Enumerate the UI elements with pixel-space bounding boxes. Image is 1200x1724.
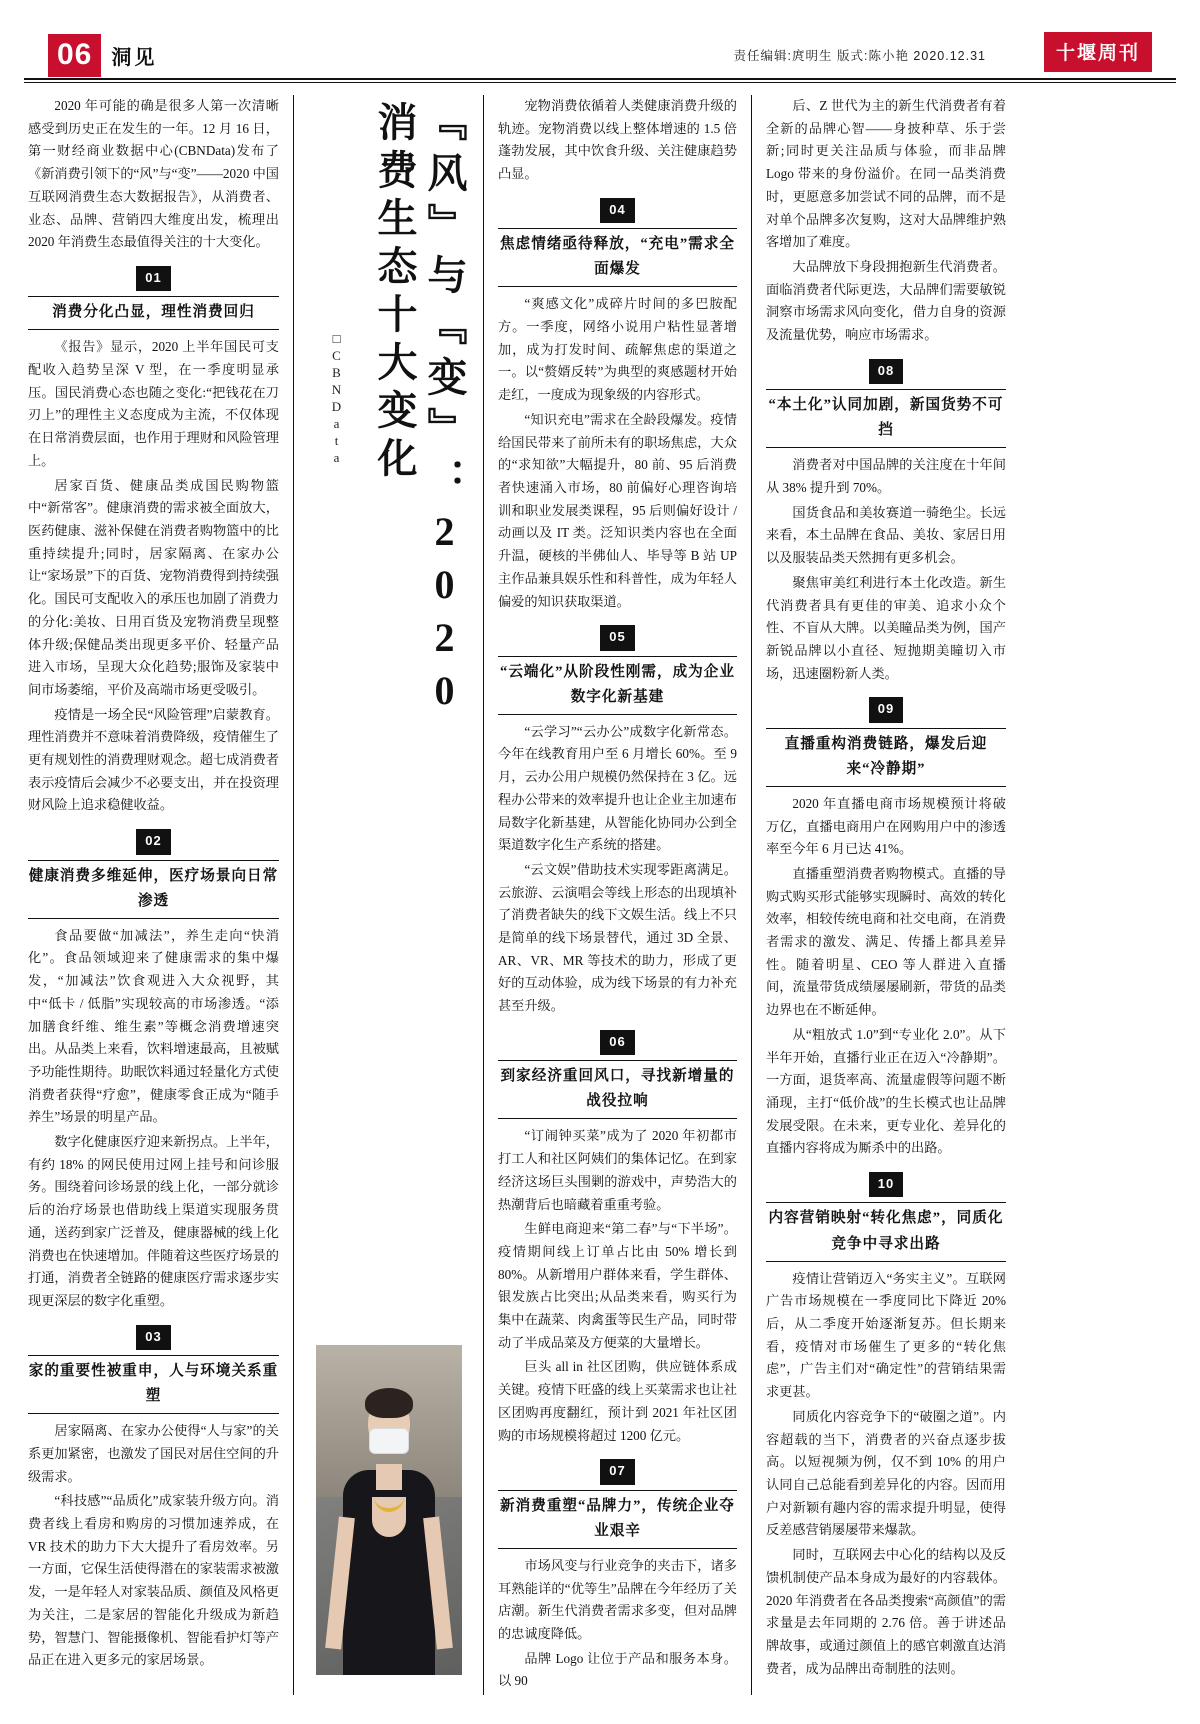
column-2	[484, 95, 752, 1695]
section-number: 02	[136, 829, 170, 854]
paragraph: 居家百货、健康品类成国民购物篮中“新常客”。健康消费的需求被全面放大，医药健康、滋补保健在消费者购物篮中的比重持续提升;同时，居家隔离、在家办公让“家场景”下的百货、宠物消费得到持续强化。国民可支配收入的承压也加剧了消费力的分化:美妆、日用百货及宠物消费呈现整体升级;保健品类出现更多平价、轻量产品进入市场，呈现大众化趋势;服饰及家装中间市场萎缩，平价及高端市场更受吸引。	[28, 477, 279, 697]
section-title: 直播重构消费链路，爆发后迎来“冷静期”	[766, 728, 1006, 787]
title-column	[294, 95, 484, 1695]
section-title: 内容营销映射“转化焦虑”，同质化竞争中寻求出路	[766, 1202, 1006, 1261]
section-number: 07	[600, 1459, 634, 1484]
section-title: “云端化”从阶段性刚需，成为企业数字化新基建	[498, 656, 737, 715]
paragraph: 生鲜电商迎来“第二春”与“下半场”。疫情期间线上订单占比由 50% 增长到 80%。从新增用户群体来看，学生群体、银发族占比突出;从品类来看，购买行为集中在蔬菜、肉禽蛋等民生产品，同时带动了半成品菜及方便菜的大量增长。	[498, 1221, 737, 1350]
article-body	[24, 95, 1176, 1695]
section-heading-10	[766, 1172, 1006, 1262]
paragraph: “云文娱”借助技术实现零距离满足。云旅游、云演唱会等线上形态的出现填补了消费者缺失的线下文娱生活。线上不只是简单的线下场景替代，通过 3D 全景、AR、VR、MR 等技术的助力，形成了更好的互动体验，成为线下场景的有力补充甚至升级。	[498, 861, 737, 1014]
credits-line: 责任编辑:庹明生 版式:陈小艳 2020.12.31	[733, 49, 986, 63]
section-number: 04	[600, 198, 634, 223]
paragraph: 食品要做“加减法”，养生走向“快消化”。食品领域迎来了健康需求的集中爆发，“加减法”饮食观进入大众视野，其中“低卡 / 低脂”实现较高的市场渗透。“添加膳食纤维、维生素”等概念消费增速突出。从品类上来看，饮料增速最高，且被赋予功能性期待。助眠饮料通过轻量化方式使消费者获得“疗愈”，健康零食正成为“随手养生”场景的明星产品。	[28, 927, 279, 1125]
paragraph: 巨头 all in 社区团购，供应链体系成关键。疫情下旺盛的线上买菜需求也让社区团购再度翻红，预计到 2021 年社区团购的市场规模将超过 1200 亿元。	[498, 1359, 737, 1443]
paragraph: 疫情让营销迈入“务实主义”。互联网广告市场规模在一季度同比下降近 20% 后，从二季度开始逐渐复苏。但长期来看，疫情对市场催生了更多的“转化焦虑”，广告主们对“确定性”的营销结果需求更甚。	[766, 1270, 1006, 1400]
masthead	[24, 18, 1176, 72]
paragraph: 宠物消费依循着人类健康消费升级的轨迹。宠物消费以线上整体增速的 1.5 倍蓬勃发展，其中饮食升级、关注健康趋势凸显。	[498, 98, 737, 182]
paragraph: 后、Z 世代为主的新生代消费者有着全新的品牌心智——身披种草、乐于尝新;同时更关注品质与体验，而非品牌 Logo 带来的身份溢价。在同一品类消费时，更愿意多加尝试不同的品牌，而不是对单个品牌多次复购，这对大品牌维护熟客增加了难度。	[766, 98, 1006, 250]
paragraph: 数字化健康医疗迎来新拐点。上半年，有约 18% 的网民使用过网上挂号和问诊服务。围绕着问诊场景的线上化，一部分就诊后的治疗场景也借助线上渠道实现服务贯通，送药到家广泛普及，健康器械的线上化消费也在快速增加。伴随着这些医疗场景的打通，消费者全链路的健康医疗需求逐步实现更深层的数字化重塑。	[28, 1134, 279, 1308]
page-number: 06	[48, 34, 101, 77]
paragraph: 大品牌放下身段拥抱新生代消费者。面临消费者代际更迭，大品牌们需要敏锐洞察市场需求风向变化，借力自身的资源及流量优势，响应市场需求。	[766, 258, 1006, 343]
section-heading-03	[28, 1325, 279, 1415]
paragraph: 同质化内容竞争下的“破圈之道”。内容超载的当下，消费者的兴奋点逐步拔高。以短视频为例，仅不到 10% 的用户认同自己总能看到差异化的内容。因而用户对新颖有趣内容的需求提升明显，使得反差感营销屡屡带来爆款。	[766, 1408, 1006, 1538]
section-title: 消费分化凸显，理性消费回归	[28, 296, 279, 330]
header-rule	[24, 78, 1176, 80]
folio	[48, 34, 157, 77]
paragraph: 市场风变与行业竞争的夹击下，诸多耳熟能详的“优等生”品牌在今年经历了关店潮。新生代消费者需求多变，但对品牌的忠诚度降低。	[498, 1557, 737, 1641]
paragraph: “科技感”“品质化”成家装升级方向。消费者线上看房和购房的习惯加速养成，在 VR 技术的助力下大大提升了看房效率。另一方面，它保生活使得潜在的家装需求被激发，一是年轻人对家装品质、颜值及风格更为关注，二是家居的智能化升级成为新趋势，智慧门、智能摄像机、智能看护灯等产品正在进入更多元的家居场景。	[28, 1493, 279, 1668]
paragraph: 从“粗放式 1.0”到“专业化 2.0”。从下半年开始，直播行业正在迈入“冷静期”。一方面，退货率高、流量虚假等问题不断涌现，主打“低价战”的生长模式也让品牌发展受限。在未来，更专业化、差异化的直播内容将成为厮杀中的出路。	[766, 1026, 1006, 1156]
section-number: 08	[869, 359, 903, 384]
header-rule-thin	[24, 82, 1176, 83]
section-number: 09	[869, 697, 903, 722]
section-number: 05	[600, 625, 634, 650]
vertical-title-wrap	[308, 95, 469, 741]
column-1	[24, 95, 294, 1695]
paragraph: 疫情是一场全民“风险管理”启蒙教育。理性消费并不意味着消费降级，疫情催生了更有规划性的消费理财观念。超七成消费者表示疫情后会减少不必要支出，并在投资理财风险上追求稳健收益。	[28, 706, 279, 813]
paragraph: “云学习”“云办公”成数字化新常态。今年在线教育用户至 6 月增长 60%。至 9 月，云办公用户规模仍然保持在 3 亿。远程办公带来的效率提升也让企业主加速布局数字化新基建，从智能化协同办公到全渠道数字化生产系统的搭建。	[498, 723, 737, 853]
paragraph: 2020 年直播电商市场规模预计将破万亿，直播电商用户在网购用户中的渗透率至今年 6 月已达 41%。	[766, 795, 1006, 857]
section-heading-09	[766, 697, 1006, 787]
section-title: “本土化”认同加剧，新国货势不可挡	[766, 389, 1006, 448]
section-title: 健康消费多维延伸，医疗场景向日常渗透	[28, 860, 279, 919]
publication-brand: 十堰周刊	[1044, 32, 1152, 72]
paragraph: “订闹钟买菜”成为了 2020 年初都市打工人和社区阿姨们的集体记忆。在到家经济这场巨头围剿的游戏中，声势浩大的热潮背后也暗藏着重重考验。	[498, 1128, 737, 1212]
section-number: 03	[136, 1325, 170, 1350]
paragraph: 聚焦审美红利进行本土化改造。新生代消费者具有更佳的审美、追求小众个性、不盲从大牌。以美瞳品类为例，国产新锐品牌以小直径、短抛期美瞳切入市场，迅速圈粉新人类。	[766, 574, 1006, 681]
paragraph: “爽感文化”成碎片时间的多巴胺配方。一季度，网络小说用户粘性显著增加，成为打发时间、疏解焦虑的渠道之一。以“赘婿反转”为典型的爽感题材开始走红，一度成为现象级的内容形式。	[498, 296, 737, 403]
section-heading-01	[28, 266, 279, 330]
article-photo	[316, 1345, 462, 1675]
paragraph: 消费者对中国品牌的关注度在十年间从 38% 提升到 70%。	[766, 457, 1006, 495]
section-title: 新消费重塑“品牌力”，传统企业夺业艰辛	[498, 1490, 737, 1549]
section-number: 10	[869, 1172, 903, 1197]
paragraph: 居家隔离、在家办公使得“人与家”的关系更加紧密，也激发了国民对居住空间的升级需求。	[28, 1423, 279, 1484]
paragraph: 直播重塑消费者购物模式。直播的导购式购买形式能够实现瞬时、高效的转化效率，相较传统电商和社交电商，在消费者需求的激发、满足、传播上都具差异性。随着明星、CEO 等人群进入直播间，流量带货成绩屡屡刷新，带货的品类边界也在不断延伸。	[766, 865, 1006, 1018]
section-number: 01	[136, 266, 170, 291]
paragraph: 同时，互联网去中心化的结构以及反馈机制使产品本身成为最好的内容载体。2020 年消费者在各品类搜索“高颜值”的需求量是去年同期的 2.76 倍。善于讲述品牌故事，或通过颜值上的感官刺激直达消费者，成为品牌出奇制胜的法则。	[766, 1547, 1006, 1676]
byline: □CBNData	[329, 331, 344, 467]
section-heading-04	[498, 198, 737, 288]
paragraph: 2020 年可能的确是很多人第一次清晰感受到历史正在发生的一年。12 月 16 日，第一财经商业数据中心(CBNData)发布了《新消费引领下的“风”与“变”——2020 中国互联网消费生态大数据报告》，从消费者、业态、品牌、营销四大维度出发，梳理出 2020 年消费生态最值得关注的十大变化。	[28, 98, 279, 250]
section-title: 焦虑情绪亟待释放，“充电”需求全面爆发	[498, 228, 737, 287]
page-title: 『风』与『变』：2020 消费生态十大变化	[372, 101, 467, 721]
section-heading-06	[498, 1030, 737, 1120]
paragraph: 品牌 Logo 让位于产品和服务本身。以 90	[498, 1650, 737, 1689]
paragraph: 《报告》显示，2020 上半年国民可支配收入趋势呈深 V 型，在一季度明显承压。国民消费心态也随之变化:“把钱花在刀刃上”的理性主义态度成为主流，不仅体现在日常消费层面，也作用于理财和风险管理上。	[28, 339, 279, 468]
section-label: 洞见	[111, 47, 158, 69]
column-3	[752, 95, 1020, 1695]
paragraph: 国货食品和美妆赛道一骑绝尘。长远来看，本土品牌在食品、美妆、家居日用以及服装品类天然拥有更多机会。	[766, 504, 1006, 566]
section-heading-07	[498, 1459, 737, 1549]
paragraph: “知识充电”需求在全龄段爆发。疫情给国民带来了前所未有的职场焦虑，大众的“求知欲”大幅提升，80 前、95 后消费者快速涌入市场，80 前偏好心理咨询培训和职业发展类课程，95 后则偏好设计 / 动画以及 IT 类。泛知识类内容也在全面升温，硬核的半佛仙人、毕导等 B 站 UP 主作品兼具娱乐性和科普性，成为年轻人偏爱的知识获取渠道。	[498, 411, 737, 609]
section-heading-05	[498, 625, 737, 715]
section-title: 到家经济重回风口，寻找新增量的战役拉响	[498, 1060, 737, 1119]
section-heading-08	[766, 359, 1006, 449]
section-title: 家的重要性被重申，人与环境关系重塑	[28, 1355, 279, 1414]
section-number: 06	[600, 1030, 634, 1055]
section-heading-02	[28, 829, 279, 919]
